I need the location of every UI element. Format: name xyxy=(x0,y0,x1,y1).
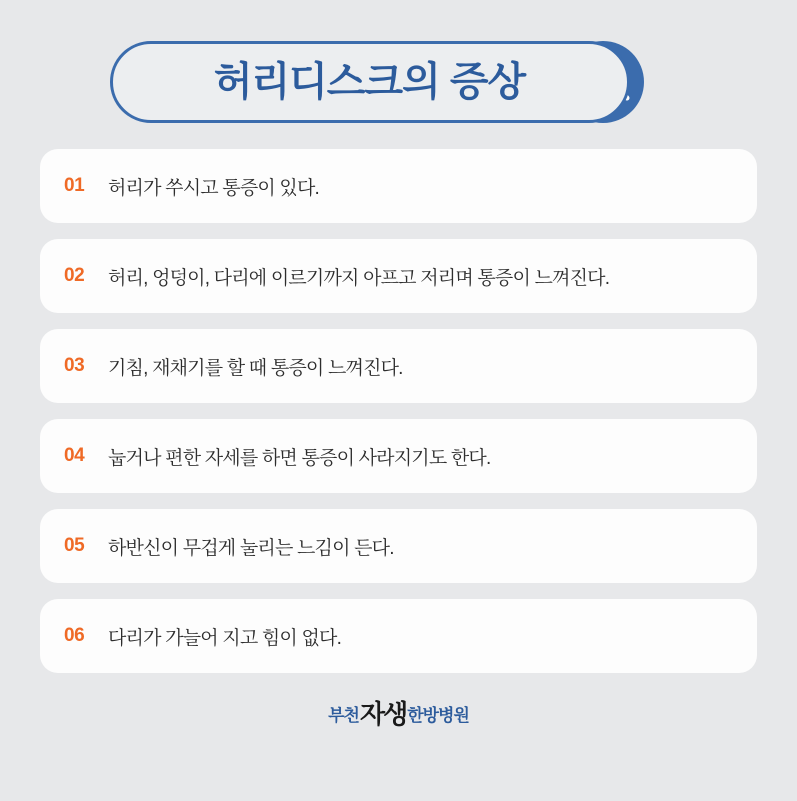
title-pill xyxy=(110,41,630,123)
list-item-text: 허리, 엉덩이, 다리에 이르기까지 아프고 저리며 통증이 느껴진다. xyxy=(108,267,610,289)
list-item-number: 03 xyxy=(64,355,85,376)
list-item-number: 05 xyxy=(64,535,85,556)
list-item xyxy=(40,509,757,583)
header xyxy=(110,41,718,123)
list-item xyxy=(40,419,757,493)
list-item xyxy=(40,329,757,403)
list-item-text: 눕거나 편한 자세를 하면 통증이 사라지기도 한다. xyxy=(108,447,491,469)
list-item-text: 기침, 재채기를 할 때 통증이 느껴진다. xyxy=(108,357,403,379)
list-item-number: 02 xyxy=(64,265,85,286)
list-item-text: 하반신이 무겁게 눌리는 느김이 든다. xyxy=(108,537,394,559)
page-title: 허리디스크의 증상 xyxy=(213,60,526,104)
hospital-logo xyxy=(328,699,469,729)
list-item xyxy=(40,599,757,673)
footer xyxy=(40,699,757,729)
list-item-text: 다리가 가늘어 지고 힘이 없다. xyxy=(108,627,342,649)
list-item xyxy=(40,239,757,313)
list-item-text: 허리가 쑤시고 통증이 있다. xyxy=(108,177,320,199)
logo-main: 자생 xyxy=(359,699,407,729)
logo-prefix: 부천 xyxy=(328,706,359,725)
list-item xyxy=(40,149,757,223)
list-item-number: 04 xyxy=(64,445,85,466)
symptom-list xyxy=(40,149,757,673)
logo-suffix: 한방병원 xyxy=(407,706,469,725)
list-item-number: 06 xyxy=(64,625,85,646)
list-item-number: 01 xyxy=(64,175,85,196)
